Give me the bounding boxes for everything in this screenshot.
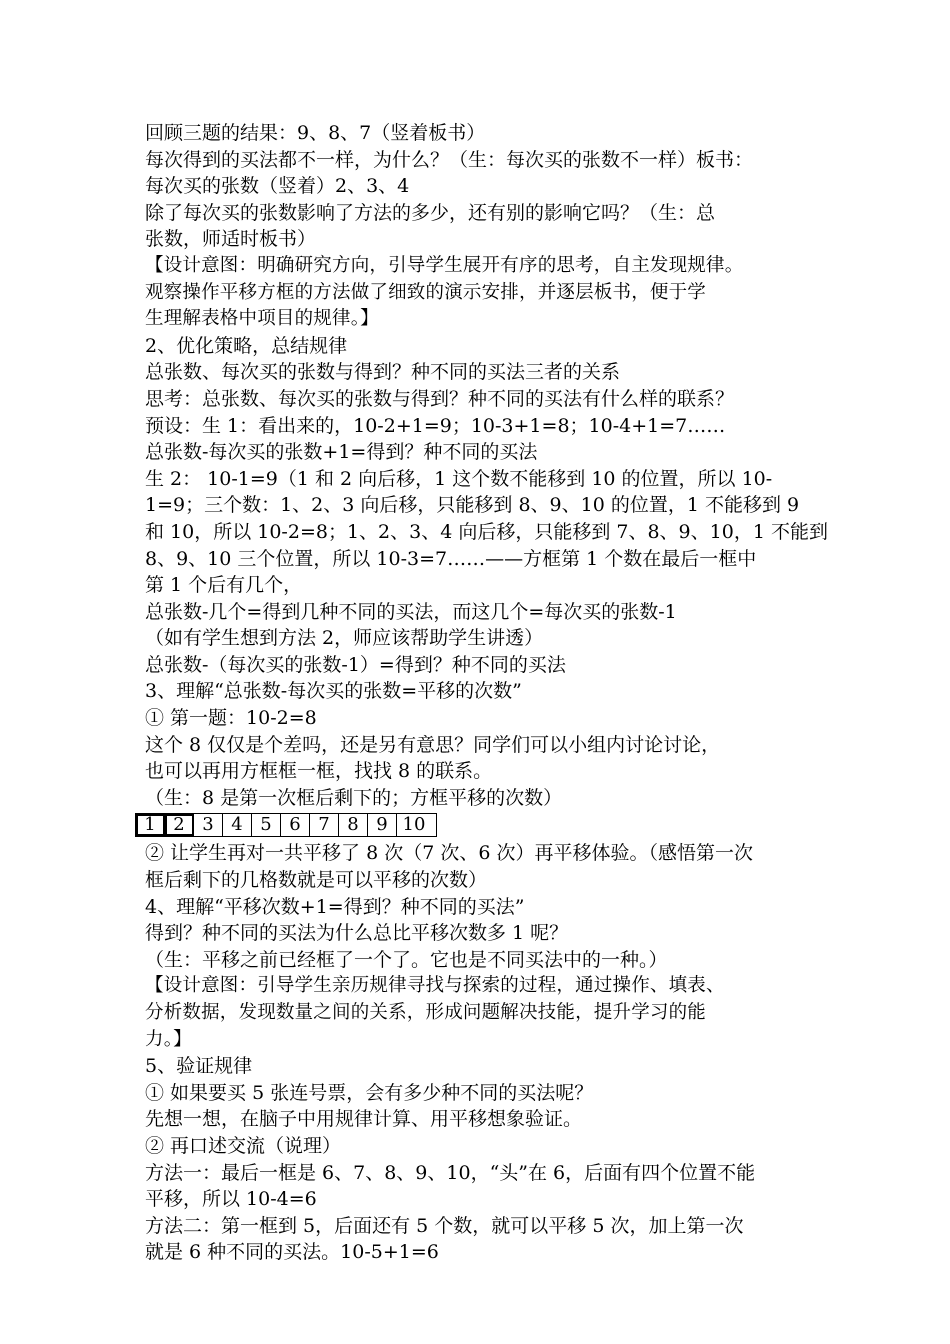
- design-intent-line: 【设计意图：明确研究方向，引导学生展开有序的思考，自主发现规律。: [145, 254, 744, 276]
- text-line: 总张数-几个=得到几种不同的买法，而这几个=每次买的张数-1: [145, 600, 677, 623]
- text-line: ① 如果要买 5 张连号票，会有多少种不同的买法呢？: [145, 1081, 594, 1104]
- text-line: 1=9；三个数：1、2、3 向后移，只能移到 8、9、10 的位置，1 不能移到 9: [145, 494, 800, 517]
- design-intent-line: 观察操作平移方框的方法做了细致的演示安排，并逐层板书，便于学: [145, 281, 707, 303]
- text-line: 框后剩下的几格数就是可以平移的次数）: [145, 869, 488, 892]
- document-body: [144, 120, 828, 1266]
- text-line: （生：平移之前已经框了一个了。它也是不同买法中的一种。）: [145, 948, 668, 971]
- number-box-row: [135, 813, 437, 837]
- text-line: 先想一想，在脑子中用规律计算、用平移想象验证。: [145, 1108, 583, 1131]
- number-box: 9: [368, 814, 397, 836]
- text-line: 思考：总张数、每次买的张数与得到？种不同的买法有什么样的联系？: [145, 387, 735, 410]
- text-line: 平移，所以 10-4=6: [145, 1188, 317, 1211]
- number-box: 2: [165, 814, 194, 836]
- text-line: 张数，师适时板书）: [145, 228, 317, 251]
- section-heading: 2、优化策略，总结规律: [145, 334, 348, 357]
- number-box: 8: [339, 814, 368, 836]
- text-line: 第 1 个后有几个，: [145, 574, 303, 597]
- text-line: 这个 8 仅仅是个差吗，还是另有意思？同学们可以小组内讨论讨论，: [145, 733, 721, 756]
- number-box: 1: [136, 814, 165, 836]
- design-intent-line: 生理解表格中项目的规律。】: [145, 308, 379, 330]
- text-line: （生：8 是第一次框后剩下的；方框平移的次数）: [145, 786, 563, 809]
- text-line: 总张数-（每次买的张数-1）=得到？种不同的买法: [145, 653, 566, 676]
- text-line: 回顾三题的结果：9、8、7（竖着板书）: [145, 122, 486, 144]
- number-box: 4: [223, 814, 252, 836]
- text-line: 8、9、10 三个位置，所以 10-3=7……——方框第 1 个数在最后一框中: [145, 547, 757, 570]
- text-line: 得到？种不同的买法为什么总比平移次数多 1 呢？: [145, 922, 569, 945]
- text-line: 方法二：第一框到 5，后面还有 5 个数，就可以平移 5 次，加上第一次: [145, 1214, 744, 1237]
- number-box: 3: [194, 814, 223, 836]
- text-line: 总张数-每次买的张数+1=得到？种不同的买法: [145, 441, 538, 464]
- section-heading: 4、理解“平移次数+1=得到？种不同的买法”: [145, 895, 525, 918]
- design-intent-line: 分析数据，发现数量之间的关系，形成问题解决技能，提升学习的能: [145, 1002, 707, 1023]
- number-box: 6: [281, 814, 310, 836]
- text-line: 和 10，所以 10-2=8；1、2、3、4 向后移，只能移到 7、8、9、10，1 不能到: [145, 520, 828, 543]
- design-intent-line: 力。】: [145, 1028, 192, 1050]
- text-line: （如有学生想到方法 2，师应该帮助学生讲透）: [145, 627, 544, 650]
- text-line: 每次得到的买法都不一样，为什么？（生：每次买的张数不一样）板书：: [145, 148, 754, 171]
- text-line: ② 再口述交流（说理）: [145, 1134, 342, 1157]
- text-block-2: [145, 840, 815, 1266]
- number-box: 7: [310, 814, 339, 836]
- design-intent-line: 【设计意图：引导学生亲历规律寻找与探索的过程，通过操作、填表、: [145, 975, 725, 997]
- text-line: 每次买的张数（竖着）2、3、4: [145, 175, 410, 198]
- section-heading: 3、理解“总张数-每次买的张数=平移的次数”: [145, 680, 522, 703]
- text-line: 预设：生 1：看出来的，10-2+1=9；10-3+1=8；10-4+1=7……: [145, 414, 726, 437]
- text-line: ① 第一题：10-2=8: [145, 707, 317, 730]
- text-line: 也可以再用方框框一框，找找 8 的联系。: [145, 760, 493, 783]
- text-line: 总张数、每次买的张数与得到？种不同的买法三者的关系: [145, 361, 621, 384]
- text-line: 生 2： 10-1=9（1 和 2 向后移，1 这个数不能移到 10 的位置，所以 10-: [145, 467, 773, 490]
- text-line: ② 让学生再对一共平移了 8 次（7 次、6 次）再平移体验。（感悟第一次: [145, 842, 753, 865]
- number-box: 5: [252, 814, 281, 836]
- text-line: 除了每次买的张数影响了方法的多少，还有别的影响它吗？（生：总: [145, 201, 716, 224]
- text-line: 就是 6 种不同的买法。10-5+1=6: [145, 1241, 439, 1264]
- text-block-1: [145, 120, 828, 811]
- section-heading: 5、验证规律: [145, 1055, 253, 1078]
- number-box: 10: [402, 814, 426, 836]
- text-line: 方法一：最后一框是 6、7、8、9、10，“头”在 6，后面有四个位置不能: [145, 1161, 756, 1184]
